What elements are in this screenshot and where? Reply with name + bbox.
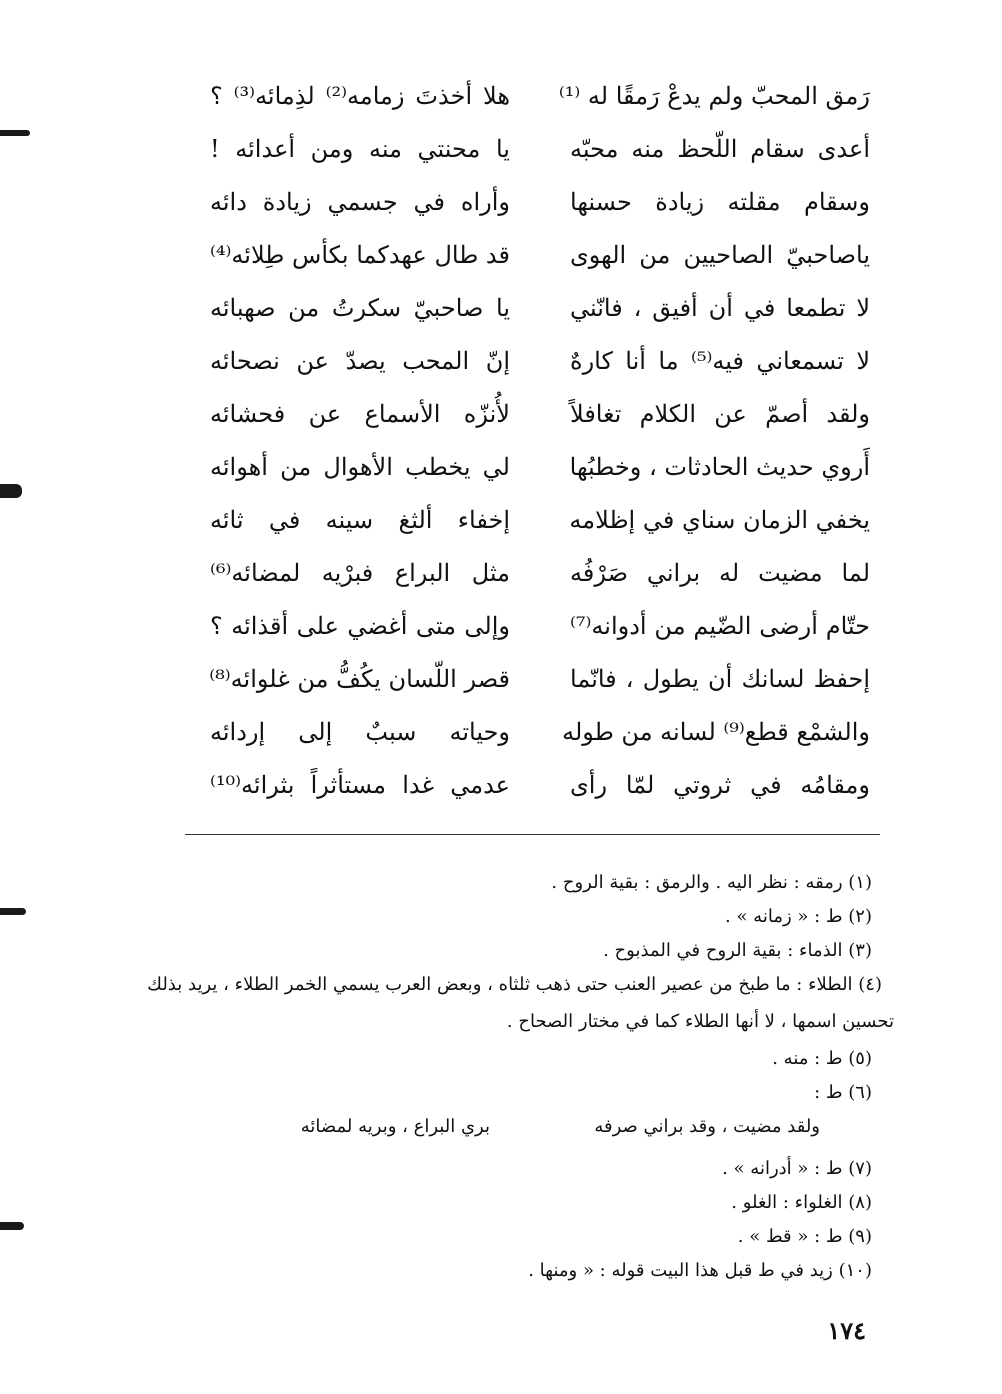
verse-8-second-hemistich: لي يخطب الأهوال من أهوائه (210, 453, 510, 481)
verse-4-second-hemistich: قد طال عهدكما بكأس طِلائه⁽⁴⁾ (210, 241, 510, 269)
poem-block (150, 70, 870, 810)
page-number: ١٧٤ (827, 1316, 866, 1345)
footnote-6-variant-verse (120, 1110, 872, 1144)
verse-14-second-hemistich: عدمي غدا مستأثراً بثرائه⁽¹⁰⁾ (210, 771, 510, 799)
footnote-6-second-hemistich: بري البراع ، وبريه لمضائه (300, 1116, 490, 1137)
margin-ink-mark (0, 908, 26, 915)
verse-6-first-hemistich: لا تسمعاني فيه⁽⁵⁾ ما أنا كارهٌ (570, 347, 871, 375)
footnote-6: (٦) ط : (814, 1082, 872, 1103)
verse-3-first-hemistich: وسقام مقلته زيادة حسنها (570, 188, 870, 216)
footnote-9: (٩) ط : « قط » . (737, 1226, 872, 1247)
verse-8-first-hemistich: أَروي حديث الحادثات ، وخطبُها (569, 453, 870, 481)
verse-3-second-hemistich: وأراه في جسمي زيادة دائه (210, 188, 510, 216)
verse-11-first-hemistich: حتّام أرضى الضّيم من أدوانه⁽⁷⁾ (570, 612, 870, 640)
verse-1-second-hemistich: هلا أخذتَ زمامه⁽²⁾ لذِمائه⁽³⁾ ؟ (210, 82, 510, 110)
margin-ink-mark (0, 130, 30, 136)
footnotes-block (120, 866, 894, 1288)
verse-1-first-hemistich: رَمق المحبّ ولم يدعْ رَمقًا له ⁽¹⁾ (558, 82, 870, 110)
footnote-separator (185, 834, 880, 835)
verse-4-first-hemistich: ياصاحبيّ الصاحيين من الهوى (570, 241, 870, 269)
footnote-3: (٣) الذماء : بقية الروح في المذبوح . (603, 940, 872, 961)
verse-12-first-hemistich: إحفظ لسانك أن يطول ، فانّما (570, 665, 870, 693)
margin-ink-mark (0, 1222, 24, 1230)
verse-2-first-hemistich: أعدى سقام اللّحظ منه محبّه (570, 135, 870, 163)
verse-9-second-hemistich: إخفاء ألثغ سينه في ثائه (210, 506, 510, 534)
verse-14-first-hemistich: ومقامُه في ثروتي لمّا رأى (570, 771, 870, 799)
footnote-4-continuation: تحسين اسمها ، لا أنها الطلاء كما في مختار الصحاح . (506, 1011, 894, 1032)
footnote-7: (٧) ط : « أدرانه » . (722, 1158, 872, 1179)
verse-7-first-hemistich: ولقد أصمّ عن الكلام تغافلاً (570, 400, 870, 428)
margin-ink-mark (0, 484, 22, 498)
footnote-2: (٢) ط : « زمانه » . (725, 906, 872, 927)
verse-2-second-hemistich: يا محنتي منه ومن أعدائه ! (210, 135, 510, 163)
footnote-1: (١) رمقه : نظر اليه . والرمق : بقية الروح . (551, 872, 872, 893)
verse-7-second-hemistich: لأُنزّه الأسماع عن فحشائه (210, 400, 510, 428)
verse-13-first-hemistich: والشمْع قطع⁽⁹⁾ لسانه من طوله (562, 718, 870, 746)
footnote-4: (٤) الطلاء : ما طبخ من عصير العنب حتى ذهب ثلثاه ، وبعض العرب يسمي الخمر الطلاء ، يريد بذلك (147, 974, 882, 995)
footnote-5: (٥) ط : منه . (772, 1048, 872, 1069)
footnote-6-first-hemistich: ولقد مضيت ، وقد براني صرفه (594, 1116, 820, 1137)
verse-9-first-hemistich: يخفي الزمان سناي في إظلامه (569, 506, 870, 534)
verse-11-second-hemistich: وإلى متى أغضي على أقذائه ؟ (210, 612, 510, 640)
verse-13-second-hemistich: وحياته سببٌ إلى إردائه (210, 718, 510, 746)
verse-12-second-hemistich: قصر اللّسان يكُفُّ من غلوائه⁽⁸⁾ (209, 665, 510, 693)
verse-10-first-hemistich: لما مضيت له براني صَرْفُه (570, 559, 870, 587)
verse-5-second-hemistich: يا صاحبيّ سكرتُ من صهبائه (210, 294, 510, 322)
verse-5-first-hemistich: لا تطمعا في أن أفيق ، فانّني (570, 294, 870, 322)
verse-6-second-hemistich: إنّ المحب يصدّ عن نصحائه (210, 347, 510, 375)
footnote-8: (٨) الغلواء : الغلو . (731, 1192, 872, 1213)
footnote-10: (١٠) زيد في ط قبل هذا البيت قوله : « ومنها . (528, 1260, 872, 1281)
verse-10-second-hemistich: مثل البراع فبرْيه لمضائه⁽⁶⁾ (210, 559, 510, 587)
